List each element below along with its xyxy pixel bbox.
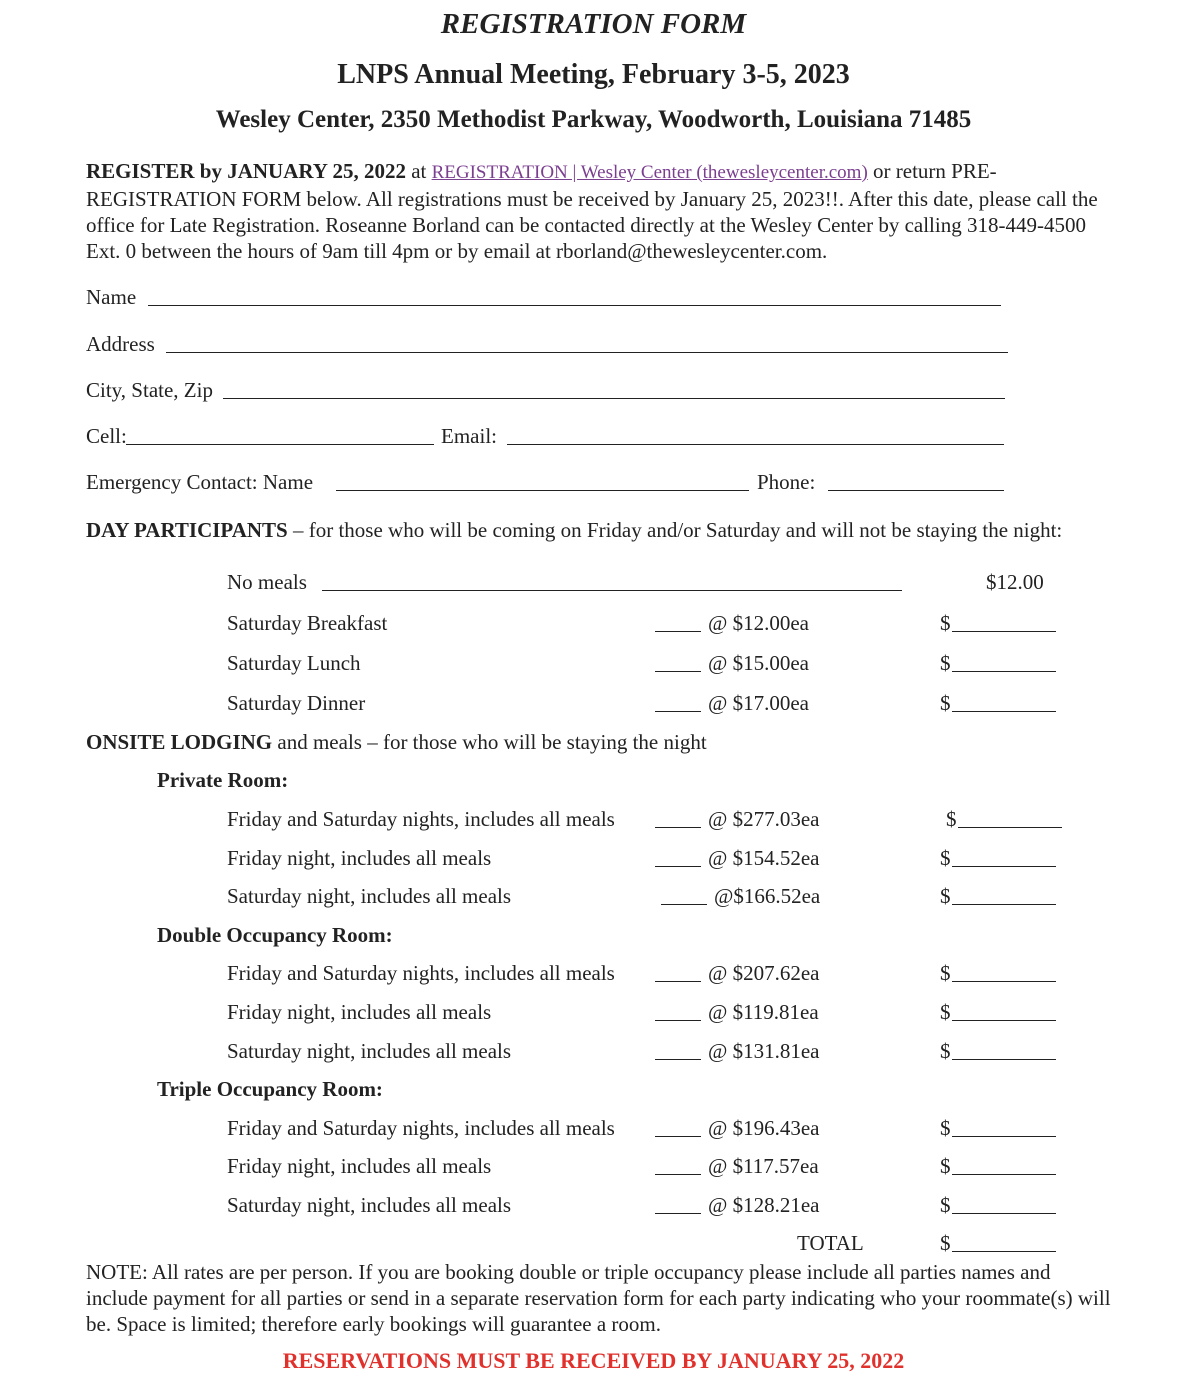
line-item-row [0,807,1187,837]
day-participants-desc: – for those who will be coming on Friday and/or Saturday and will not be staying the night: [292,518,1063,542]
unit-price: @ $15.00ea [708,651,809,675]
no-meals-line[interactable] [322,590,902,591]
email-field[interactable] [441,424,1007,452]
amount-blank[interactable] [952,631,1056,632]
line-item-row [0,691,1187,721]
dollar-sign: $ [940,846,951,870]
amount-blank[interactable] [952,1059,1056,1060]
line-item-row [0,1193,1187,1223]
dollar-sign: $ [940,1193,951,1217]
dollar-sign: $ [940,1116,951,1140]
quantity-blank[interactable] [655,1020,701,1021]
item-label: Saturday night, includes all meals [227,1193,512,1217]
email-line[interactable] [507,444,1004,445]
dollar-sign: $ [940,691,951,715]
item-label: Saturday Lunch [227,651,361,675]
amount-blank[interactable] [952,1136,1056,1137]
emergency-name-label: Emergency Contact: Name [86,470,314,494]
quantity-blank[interactable] [655,1136,701,1137]
unit-price: @ $119.81ea [708,1000,819,1024]
phone-label: Phone: [757,470,816,494]
dollar-sign: $ [940,1039,951,1063]
amount-blank[interactable] [952,981,1056,982]
line-item-row [0,884,1187,914]
unit-price: @ $131.81ea [708,1039,820,1063]
register-deadline: REGISTER by JANUARY 25, 2022 [86,159,406,183]
address-label: Address [86,332,155,356]
quantity-blank[interactable] [655,1059,701,1060]
city-state-zip-line[interactable] [223,398,1005,399]
quantity-blank[interactable] [661,904,707,905]
phone-line[interactable] [828,490,1004,491]
cell-line[interactable] [126,444,434,445]
dollar-sign: $ [946,807,957,831]
dollar-sign: $ [940,651,951,675]
item-label: Saturday Dinner [227,691,366,715]
item-label: Friday night, includes all meals [227,1000,492,1024]
quantity-blank[interactable] [655,1174,701,1175]
address-line[interactable] [166,352,1008,353]
email-label: Email: [441,424,497,448]
quantity-blank[interactable] [655,671,701,672]
unit-price: @ $117.57ea [708,1154,819,1178]
triple-occupancy-heading: Triple Occupancy Room: [157,1077,383,1101]
unit-price: @ $154.52ea [708,846,820,870]
item-label: Friday and Saturday nights, includes all meals [227,1116,615,1140]
dollar-sign: $ [940,1231,951,1255]
dollar-sign: $ [940,611,951,635]
onsite-lodging-desc: and meals – for those who will be staying the night [277,730,707,754]
dollar-sign: $ [940,1154,951,1178]
registration-link[interactable]: REGISTRATION | Wesley Center (thewesleycenter.com) [431,162,868,183]
item-label: Friday night, includes all meals [227,846,492,870]
unit-price: @ $17.00ea [708,691,809,715]
intro-body: or return PRE-REGISTRATION FORM below. All registrations must be received by January 25, 2023!!. After this date, please call the office for Late Registration. Roseanne Borland can be contacted directly at the Wesley Center by calling 318-449-4500 Ext. 0 between the hours of 9am till 4pm or by email at rborland@thewesleycenter.com. [86,159,1098,263]
city-state-zip-label: City, State, Zip [86,378,213,402]
total-amount-blank[interactable] [952,1251,1056,1252]
item-label: Friday and Saturday nights, includes all meals [227,807,615,831]
amount-blank[interactable] [952,904,1056,905]
item-label: Saturday Breakfast [227,611,388,635]
address-field[interactable] [86,332,1011,360]
quantity-blank[interactable] [655,827,701,828]
unit-price: @$166.52ea [714,884,821,908]
onsite-lodging-title: ONSITE LODGING [86,730,273,754]
amount-blank[interactable] [958,827,1062,828]
name-line[interactable] [148,305,1001,306]
event-title: LNPS Annual Meeting, February 3-5, 2023 [337,59,850,90]
total-label: TOTAL [797,1231,864,1255]
phone-field[interactable] [757,470,1007,498]
cell-label: Cell: [86,424,127,448]
onsite-lodging-heading [86,730,707,755]
line-item-row [0,961,1187,991]
no-meals-price: $12.00 [986,570,1044,594]
unit-price: @ $196.43ea [708,1116,820,1140]
double-occupancy-heading: Double Occupancy Room: [157,923,393,947]
dollar-sign: $ [940,884,951,908]
reservation-deadline-notice: RESERVATIONS MUST BE RECEIVED BY JANUARY 25, 2022 [282,1348,905,1373]
day-participants-title: DAY PARTICIPANTS [86,518,288,542]
emergency-name-line[interactable] [336,490,749,491]
name-field[interactable] [86,285,1006,313]
quantity-blank[interactable] [655,866,701,867]
amount-blank[interactable] [952,1213,1056,1214]
quantity-blank[interactable] [655,711,701,712]
venue-address: Wesley Center, 2350 Methodist Parkway, Woodworth, Louisiana 71485 [215,106,972,133]
unit-price: @ $128.21ea [708,1193,820,1217]
item-label: Saturday night, includes all meals [227,1039,512,1063]
dollar-sign: $ [940,1000,951,1024]
line-item-row [0,1154,1187,1184]
line-item-row [0,1116,1187,1146]
amount-blank[interactable] [952,711,1056,712]
line-item-row [0,846,1187,876]
total-row [0,1231,1187,1261]
no-meals-label: No meals [227,570,307,594]
intro-paragraph [86,158,1116,264]
quantity-blank[interactable] [655,1213,701,1214]
amount-blank[interactable] [952,1020,1056,1021]
item-label: Friday and Saturday nights, includes all meals [227,961,615,985]
private-room-heading: Private Room: [157,768,289,792]
amount-blank[interactable] [952,671,1056,672]
item-label: Saturday night, includes all meals [227,884,512,908]
unit-price: @ $12.00ea [708,611,809,635]
line-item-row [0,611,1187,641]
day-participants-heading [86,517,1116,543]
unit-price: @ $207.62ea [708,961,820,985]
amount-blank[interactable] [952,866,1056,867]
quantity-blank[interactable] [655,631,701,632]
amount-blank[interactable] [952,1174,1056,1175]
rates-note: NOTE: All rates are per person. If you are booking double or triple occupancy please include all parties names and include payment for all parties or send in a separate reservation form for each party indicating who your roommate(s) will be. Space is limited; therefore early bookings will guarantee a room. [86,1260,1111,1336]
unit-price: @ $277.03ea [708,807,820,831]
city-state-zip-field[interactable] [86,378,1011,406]
no-meals-row [0,570,1187,600]
dollar-sign: $ [940,961,951,985]
line-item-row [0,1039,1187,1069]
line-item-row [0,651,1187,681]
quantity-blank[interactable] [655,981,701,982]
form-title: REGISTRATION FORM [440,8,747,40]
name-label: Name [86,285,137,309]
item-label: Friday night, includes all meals [227,1154,492,1178]
cell-field[interactable] [86,424,436,452]
emergency-name-field[interactable] [86,470,751,498]
line-item-row [0,1000,1187,1030]
intro-at: at [411,159,427,183]
